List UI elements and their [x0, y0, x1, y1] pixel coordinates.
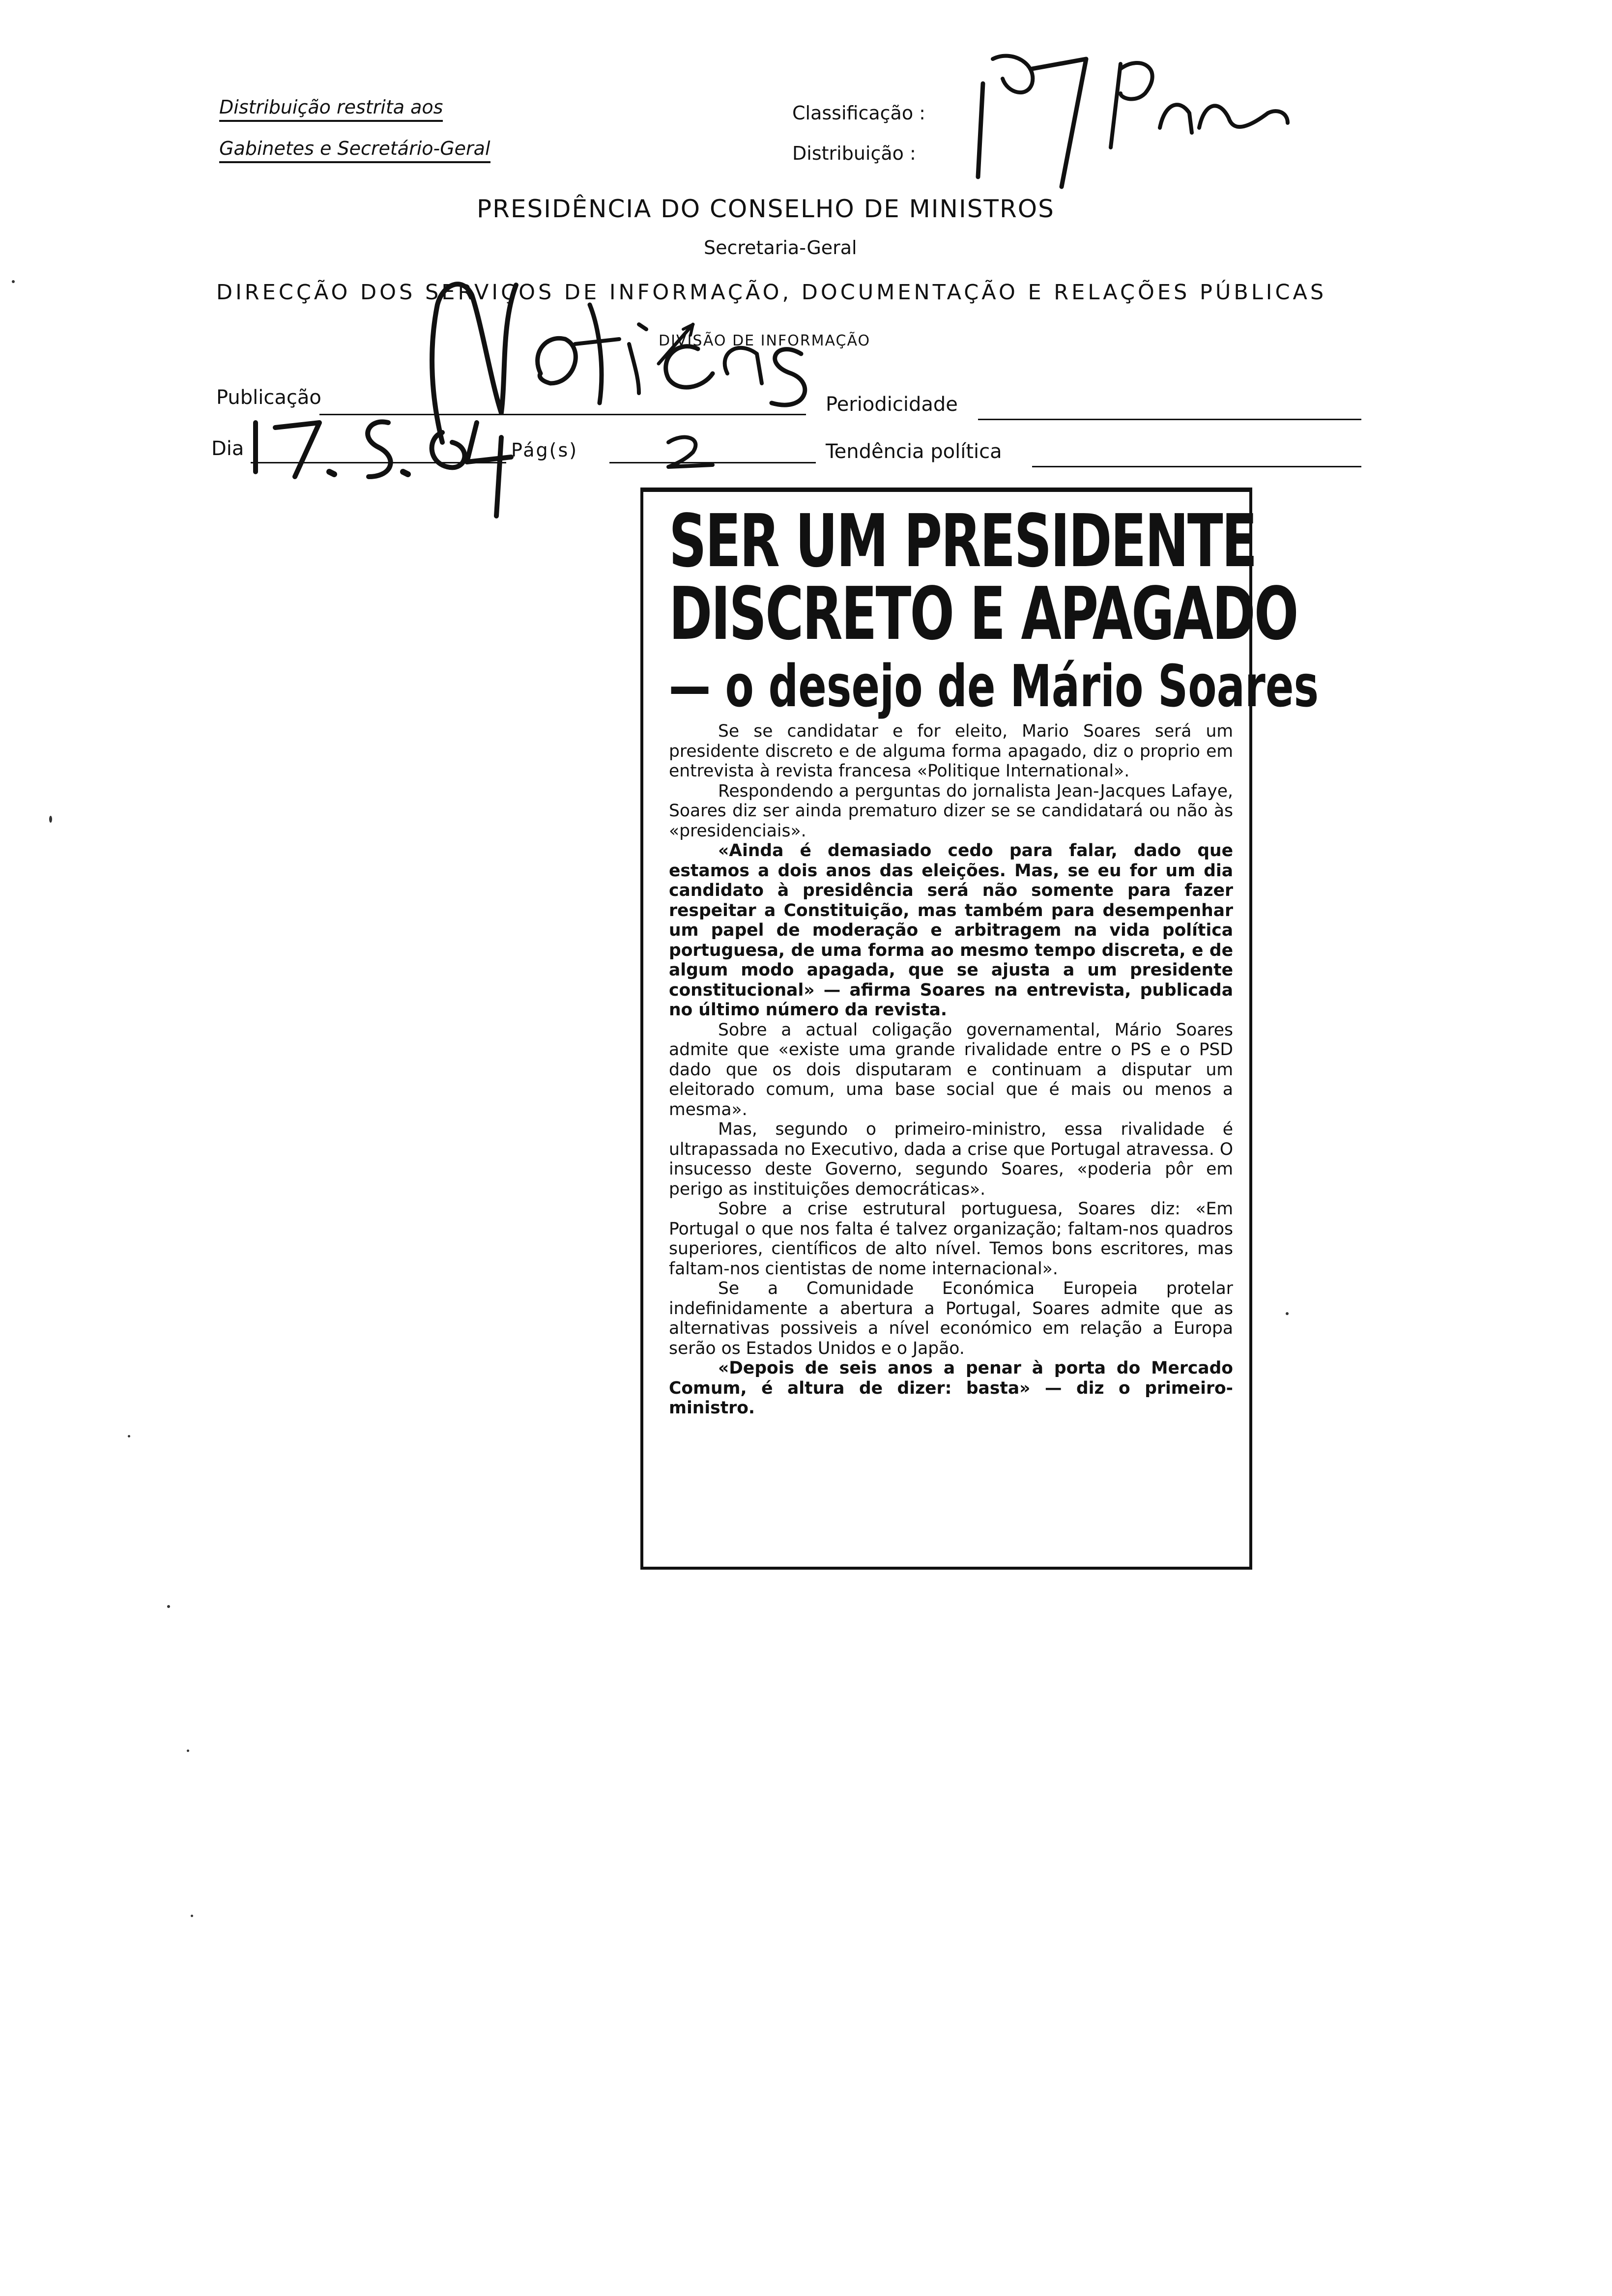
- distribution-label: Distribuição :: [792, 143, 916, 164]
- handwritten-classification: [973, 39, 1317, 216]
- scan-speck: [187, 1750, 189, 1752]
- scan-speck: [12, 280, 15, 283]
- classification-label: Classificação :: [792, 102, 925, 124]
- secretaria-subtitle: Secretaria-Geral: [704, 237, 857, 258]
- presidency-title: PRESIDÊNCIA DO CONSELHO DE MINISTROS: [477, 195, 1055, 223]
- newspaper-clipping: [640, 488, 1319, 1570]
- headline-line3: — o desejo de Mário Soares: [669, 652, 1319, 720]
- clipping-top-rule: [643, 490, 1249, 492]
- scan-speck: [128, 1435, 130, 1437]
- headline-line2: DISCRETO E APAGADO: [669, 572, 1297, 656]
- article-paragraph: Sobre a crise estrutural portuguesa, Soares diz: «Em Portugal o que nos falta é talvez organização; faltam-nos quadros superiores, científicos de alto nível. Temos bons escritores, mas faltam-nos cientistas de nome internacional».: [669, 1199, 1233, 1279]
- tendency-label: Tendência política: [826, 440, 1002, 463]
- restricted-distribution-line2: Gabinetes e Secretário-Geral: [219, 138, 490, 163]
- scan-speck: [191, 1915, 193, 1917]
- article-body: [669, 721, 1233, 1418]
- directorate-title: DIRECÇÃO DOS SERVIÇOS DE INFORMAÇÃO, DOCUMENTAÇÃO E RELAÇÕES PÚBLICAS: [216, 280, 1327, 305]
- restricted-distribution-line1: Distribuição restrita aos: [219, 96, 443, 122]
- division-title: DIVISÃO DE INFORMAÇÃO: [659, 332, 871, 349]
- day-label: Dia: [211, 437, 244, 460]
- handwritten-arrow: [654, 315, 722, 373]
- periodicity-label: Periodicidade: [826, 393, 958, 416]
- article-paragraph: Respondendo a perguntas do jornalista Jean-Jacques Lafaye, Soares diz ser ainda prematuro dizer se se candidatará ou não às «presidenciais».: [669, 781, 1233, 841]
- article-paragraph: Se a Comunidade Económica Europeia protelar indefinidamente a abertura a Portugal, Soares admite que as alternativas possiveis a nível económico em relação a Europa serão os Estados Unidos e o Japão.: [669, 1279, 1233, 1358]
- article-paragraph: «Depois de seis anos a penar à porta do Mercado Comum, é altura de dizer: basta» — diz o primeiro-ministro.: [669, 1358, 1233, 1418]
- pages-label: Pág(s): [511, 439, 578, 461]
- tendency-field-line: [1032, 466, 1361, 467]
- publication-label: Publicação: [216, 386, 321, 409]
- article-paragraph: Sobre a actual coligação governamental, Mário Soares admite que «existe uma grande rivalidade entre o PS e o PSD dado que os dois disputaram e continuam a disputar um eleitorado comum, uma base social que é mais ou menos a mesma».: [669, 1020, 1233, 1119]
- article-paragraph: Se se candidatar e for eleito, Mario Soares será um presidente discreto e de alguma forma apagado, diz o proprio em entrevista à revista francesa «Politique International».: [669, 721, 1233, 781]
- handwritten-date: [246, 393, 521, 521]
- scan-speck: [1286, 1312, 1289, 1315]
- periodicity-field-line: [978, 419, 1361, 420]
- article-paragraph: «Ainda é demasiado cedo para falar, dado que estamos a dois anos das eleições. Mas, se eu for um dia candidato à presidência será não somente para fazer respeitar a Constituição, mas também para desempenhar um papel de moderação e arbitragem na vida política portuguesa, de uma forma ao mesmo tempo discreta, e de algum modo apagada, que se ajusta a um presidente constitucional» — afirma Soares na entrevista, publicada no último número da revista.: [669, 841, 1233, 1020]
- headline-line1: SER UM PRESIDENTE: [669, 499, 1256, 583]
- handwritten-pages: [659, 432, 727, 477]
- scan-speck: [49, 816, 52, 823]
- scan-speck: [167, 1605, 170, 1608]
- article-paragraph: Mas, segundo o primeiro-ministro, essa rivalidade é ultrapassada no Executivo, dada a crise que Portugal atravessa. O insucesso deste Governo, segundo Soares, «poderia pôr em perigo as instituições democráticas».: [669, 1119, 1233, 1199]
